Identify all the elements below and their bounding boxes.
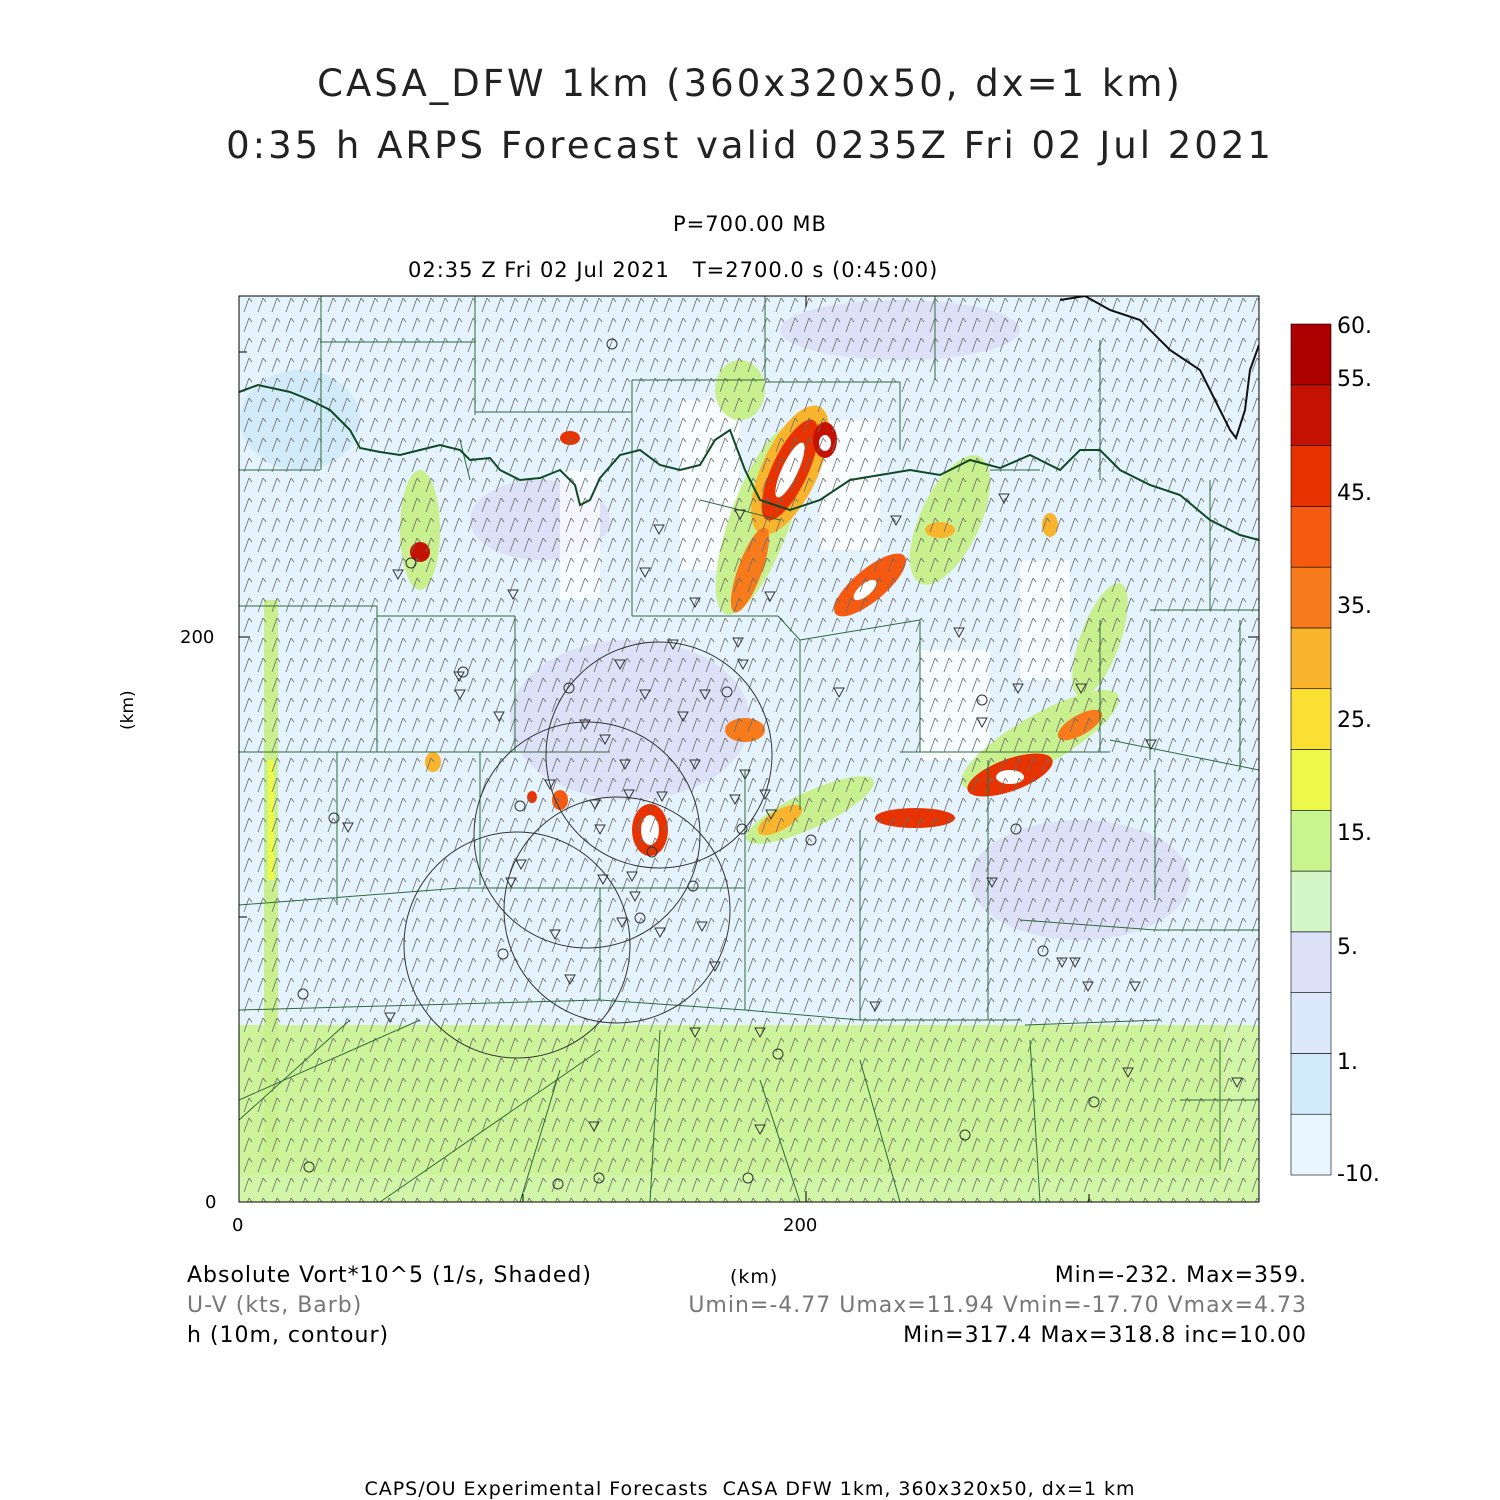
colorbar-swatch xyxy=(1291,810,1331,871)
legend-shaded-stats: Min=-232. Max=359. xyxy=(1054,1263,1307,1288)
valid-time-label: 02:35 Z Fri 02 Jul 2021 T=2700.0 s (0:45:00) xyxy=(408,258,939,282)
shaded-vorticity-field xyxy=(239,296,1259,1202)
legend-shaded-field: Absolute Vort*10^5 (1/s, Shaded) xyxy=(187,1263,592,1288)
colorbar-swatch xyxy=(1291,689,1331,750)
legend-contour-stats: Min=317.4 Max=318.8 inc=10.00 xyxy=(903,1323,1307,1348)
colorbar-swatch xyxy=(1291,871,1331,932)
legend-contour-field: h (10m, contour) xyxy=(187,1323,390,1348)
colorbar-swatch xyxy=(1291,993,1331,1054)
colorbar-label-35: 35. xyxy=(1337,594,1372,619)
colorbar-swatch xyxy=(1291,567,1331,628)
legend-barb-field: U-V (kts, Barb) xyxy=(187,1293,363,1318)
colorbar-label-25: 25. xyxy=(1337,708,1372,733)
colorbar-swatch xyxy=(1291,446,1331,507)
colorbar-swatch xyxy=(1291,628,1331,689)
colorbar xyxy=(1291,324,1331,1175)
colorbar-swatch xyxy=(1291,1114,1331,1175)
colorbar-label-min10: -10. xyxy=(1337,1162,1380,1187)
colorbar-label-15: 15. xyxy=(1337,821,1372,846)
colorbar-swatch xyxy=(1291,750,1331,811)
title-line-1: CASA_DFW 1km (360x320x50, dx=1 km) xyxy=(317,62,1183,105)
colorbar-swatch xyxy=(1291,385,1331,446)
y-axis-label: (km) xyxy=(118,690,138,730)
legend-barb-stats: Umin=-4.77 Umax=11.94 Vmin=-17.70 Vmax=4.73 xyxy=(688,1293,1307,1318)
colorbar-swatch xyxy=(1291,932,1331,993)
title-line-2: 0:35 h ARPS Forecast valid 0235Z Fri 02 Jul 2021 xyxy=(226,124,1274,167)
colorbar-swatch xyxy=(1291,1053,1331,1114)
x-tick-0: 0 xyxy=(232,1215,244,1236)
colorbar-label-55: 55. xyxy=(1337,367,1372,392)
colorbar-label-1: 1. xyxy=(1337,1050,1358,1075)
colorbar-label-5: 5. xyxy=(1337,935,1358,960)
colorbar-label-60: 60. xyxy=(1337,314,1372,339)
colorbar-swatch xyxy=(1291,324,1331,385)
y-tick-200: 200 xyxy=(180,627,215,648)
colorbar-label-45: 45. xyxy=(1337,481,1372,506)
x-tick-200: 200 xyxy=(783,1215,818,1236)
footer-credit: CAPS/OU Experimental Forecasts CASA DFW 1km, 360x320x50, dx=1 km xyxy=(364,1478,1136,1500)
pressure-level-label: P=700.00 MB xyxy=(673,212,827,236)
y-tick-0: 0 xyxy=(205,1192,217,1213)
x-axis-label: (km) xyxy=(730,1266,779,1288)
colorbar-swatch xyxy=(1291,506,1331,567)
